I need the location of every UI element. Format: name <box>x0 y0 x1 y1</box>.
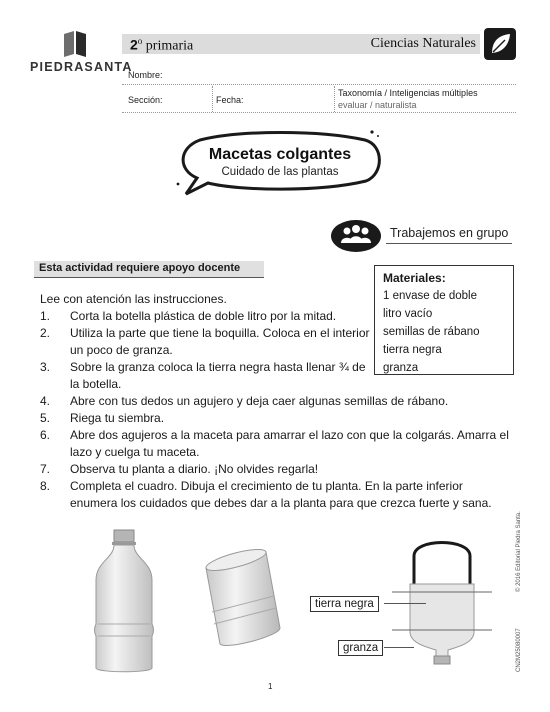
step-item: 1. Corta la botella plástica de doble litro por la mitad. <box>40 309 337 323</box>
material-item: semillas de rábano <box>383 326 480 338</box>
seccion-label: Sección: <box>128 95 163 105</box>
materials-title: Materiales: <box>383 271 446 285</box>
leaf-icon <box>484 28 516 60</box>
product-code: CN2M25080007 <box>516 628 522 672</box>
material-item: litro vacío <box>383 308 433 320</box>
section-line <box>122 112 516 113</box>
taxonomia-label: Taxonomía / Inteligencias múltiples <box>338 88 478 98</box>
gravel-pointer <box>384 647 414 648</box>
material-item: granza <box>383 362 419 374</box>
step-item: 5. Riega tu siembra. <box>40 411 165 425</box>
instructions-intro: Lee con atención las instrucciones. <box>40 292 227 306</box>
activity-subtitle: Cuidado de las plantas <box>221 166 339 178</box>
fecha-label: Fecha: <box>216 95 244 105</box>
bottle-icon <box>88 528 160 676</box>
teacher-support-note: Esta actividad requiere apoyo docente <box>34 261 264 278</box>
group-underline <box>386 243 512 244</box>
activity-title: Macetas colgantes <box>208 146 352 163</box>
divider <box>334 86 335 112</box>
page-number: 1 <box>268 682 273 691</box>
name-line <box>122 84 516 85</box>
group-icon <box>330 219 382 253</box>
nombre-label: Nombre: <box>128 70 163 80</box>
divider <box>212 86 213 112</box>
step-item: 4. Abre con tus dedos un agujero y deja caer algunas semillas de rábano. <box>40 394 449 408</box>
brand-name: PIEDRASANTA <box>30 60 133 74</box>
material-item: tierra negra <box>383 344 442 356</box>
gravel-label: granza <box>338 640 383 656</box>
material-item: 1 envase de doble <box>383 290 477 302</box>
step-item: 6. Abre dos agujeros a la maceta para amarrar el lazo con que la colgarás. Amarra el lazo y cuelga tu maceta. <box>40 428 509 459</box>
step-item: 2. Utiliza la parte que tiene la boquilla. Coloca en el interior un poco de granza. <box>40 326 370 357</box>
step-item: 7. Observa tu planta a diario. ¡No olvides regarla! <box>40 462 319 476</box>
grade-label: 2$^o$ primaria <box>130 36 194 54</box>
subject-title: Ciencias Naturales <box>370 36 476 51</box>
soil-pointer <box>384 603 426 604</box>
soil-label: tierra negra <box>310 596 379 612</box>
taxonomia-value: evaluar / naturalista <box>338 100 417 110</box>
step-item: 8. Completa el cuadro. Dibuja el crecimiento de tu planta. En la parte inferior enumera los cuidados que debes dar a la planta para que crezca fuerte y sana. <box>40 479 492 510</box>
copyright-note: © 2016 Editorial Piedra Santa. <box>516 511 522 592</box>
steps-list <box>40 308 510 512</box>
book-logo-icon <box>62 30 88 58</box>
cut-bottle-icon <box>196 546 282 652</box>
group-label: Trabajemos en grupo <box>390 226 509 240</box>
step-item: 3. Sobre la granza coloca la tierra negra hasta llenar ¾ de la botella. <box>40 360 366 391</box>
